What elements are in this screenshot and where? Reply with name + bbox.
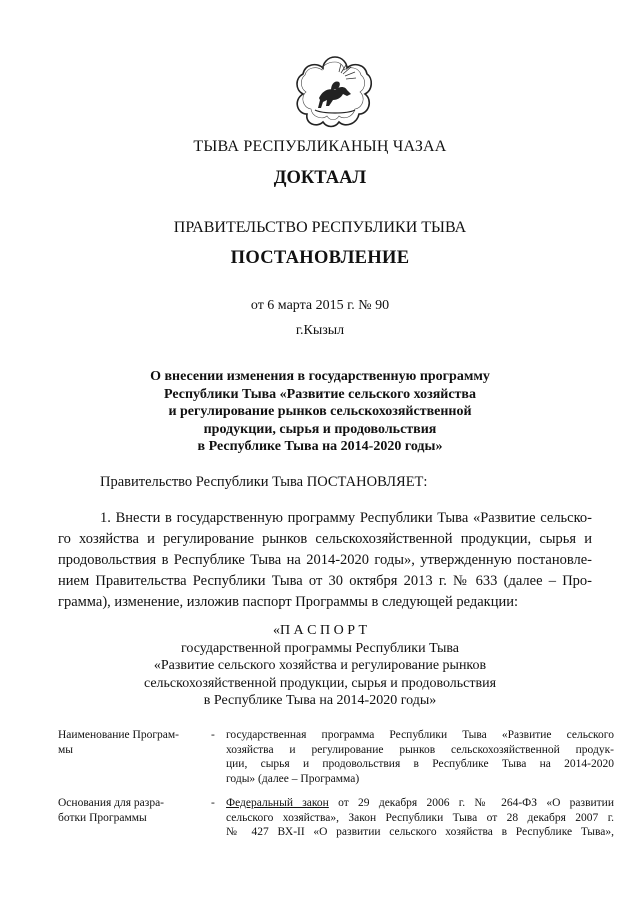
passport-line: сельскохозяйственной продукции, сырья и продовольствия: [143, 675, 497, 691]
tuva-emblem-icon: [293, 54, 377, 130]
federal-law-link[interactable]: Федеральный закон: [226, 797, 329, 809]
russian-government-heading: ПРАВИТЕЛЬСТВО РЕСПУБЛИКИ ТЫВА: [173, 219, 467, 236]
tuvan-doc-type: ДОКТААЛ: [273, 168, 367, 188]
title-line: в Республике Тыва на 2014-2020 годы»: [197, 439, 443, 454]
russian-doc-type: ПОСТАНОВЛЕНИЕ: [230, 248, 410, 268]
tuvan-government-heading: ТЫВА РЕСПУБЛИКАНЫҢ ЧАЗАА: [193, 138, 447, 155]
title-line: продукции, сырья и продовольствия: [203, 421, 437, 437]
passport-line: «Развитие сельского хозяйства и регулирование рынков: [153, 658, 487, 673]
date-number: от 6 марта 2015 г. № 90: [250, 298, 390, 313]
row-value: Федеральный закон от 29 декабря 2006 г. № 264-ФЗ «О развитии сельского хозяйства», Закон Республики Тыва от 28 декабря 2007 г. № 427 ВХ-II «О развитии сельского хозяйства в Республике Тыва»,: [226, 797, 614, 838]
row-value-text: от 29 декабря 2006 г. № 264-ФЗ «О развитии: [328, 797, 614, 809]
resolution-title: [100, 368, 540, 456]
passport-line: «П А С П О Р Т: [272, 623, 368, 638]
decree-line: Правительство Республики Тыва ПОСТАНОВЛЯЕТ:: [100, 474, 428, 490]
title-line: О внесении изменения в государственную программу: [150, 369, 490, 384]
paragraph-line: грамма), изменение, изложив паспорт Программы в следующей редакции:: [58, 594, 519, 610]
paragraph-line: го хозяйства и регулирование рынков сельскохозяйственной продукции, сырья и: [58, 531, 592, 547]
city: г.Кызыл: [295, 323, 345, 338]
paragraph-line: 1. Внести в государственную программу Республики Тыва «Развитие сельско-: [100, 510, 592, 526]
title-line: и регулирование рынков сельскохозяйственной: [168, 404, 472, 419]
row-dash: -: [211, 797, 215, 809]
row-label: Наименование Програм- мы: [58, 729, 180, 756]
title-line: Республики Тыва «Развитие сельского хозяйства: [164, 386, 476, 402]
passport-line: в Республике Тыва на 2014-2020 годы»: [203, 693, 437, 708]
row-label: Основания для разра- ботки Программы: [58, 797, 165, 824]
row-value: государственная программа Республики Тыва «Развитие сельского хозяйства и регулирование рынков сельскохозяйственной продук- ции, сырья и продовольствия в Республике Тыва на 2014-2020 годы» (далее – Программа): [226, 729, 614, 785]
passport-line: государственной программы Республики Тыва: [181, 640, 459, 656]
row-dash: -: [211, 729, 215, 741]
paragraph-line: нием Правительства Республики Тыва от 30 октября 2013 г. № 633 (далее – Про-: [58, 573, 592, 589]
paragraph-line: продовольствия в Республике Тыва на 2014-2020 годы», утвержденную постановле-: [58, 552, 592, 568]
passport-heading: [0, 622, 640, 710]
decree-paragraph: [58, 508, 592, 613]
